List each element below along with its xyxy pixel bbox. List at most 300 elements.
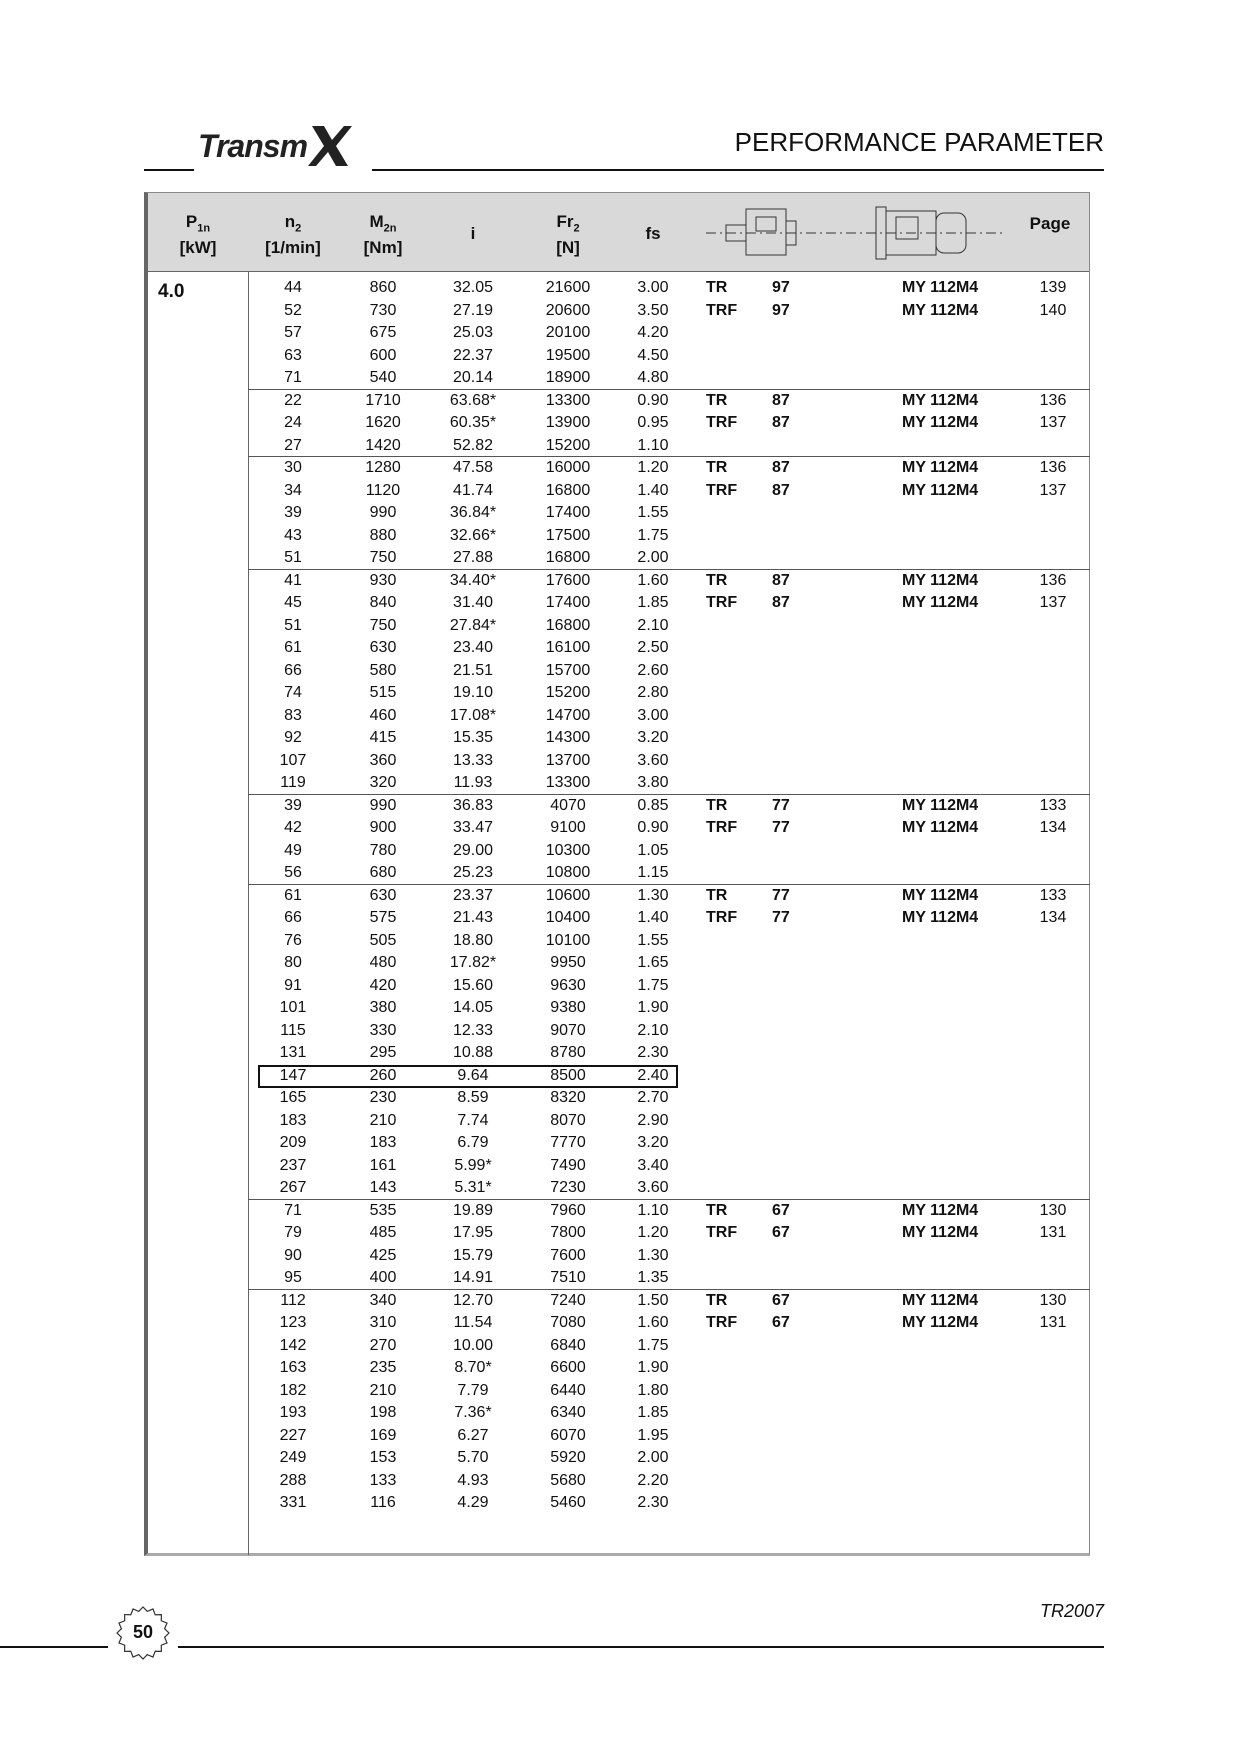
page-reference: 137 <box>1039 594 1067 611</box>
m2n-value: 415 <box>369 729 397 746</box>
motor-model: MY 112M4 <box>902 301 979 319</box>
fr2-value: 9630 <box>550 976 586 994</box>
fs-value: 1.40 <box>637 481 669 499</box>
fs-value: 2.30 <box>637 1494 669 1511</box>
fr2-value: 10100 <box>545 931 591 949</box>
ratio-value: 36.83 <box>452 796 494 814</box>
fs-value: 1.05 <box>637 841 669 859</box>
table-row <box>148 457 1090 480</box>
fr2-value: 20100 <box>545 324 591 341</box>
table-row <box>148 1110 1090 1133</box>
ratio-value: 6.79 <box>457 1134 489 1151</box>
n2-value: 267 <box>279 1179 307 1196</box>
m2n-value: 900 <box>369 819 397 836</box>
fs-value: 3.00 <box>637 706 669 724</box>
n2-value: 237 <box>279 1156 307 1174</box>
m2n-value: 515 <box>369 684 397 701</box>
m2n-value: 460 <box>369 706 397 724</box>
page-reference: 131 <box>1039 1224 1067 1241</box>
table-row <box>148 1155 1090 1178</box>
m2n-value: 730 <box>369 301 397 319</box>
motor-model: MY 112M4 <box>902 594 979 611</box>
m2n-value: 210 <box>369 1381 397 1399</box>
fs-value: 1.80 <box>637 1381 669 1399</box>
m2n-value: 1280 <box>365 459 401 476</box>
fs-value: 1.60 <box>637 571 669 589</box>
motor-model: MY 112M4 <box>902 1201 979 1219</box>
fs-value: 2.00 <box>637 549 669 566</box>
col-header-n2: $n_2$ [1/min] <box>265 212 321 257</box>
motor-model: MY 112M4 <box>902 1291 979 1309</box>
fs-value: 1.35 <box>637 1269 669 1286</box>
page-number: 50 <box>132 1622 154 1642</box>
m2n-value: 1620 <box>365 414 401 431</box>
table-row <box>148 1087 1090 1110</box>
fs-value: 3.00 <box>637 279 669 296</box>
n2-value: 147 <box>279 1066 307 1084</box>
fr2-value: 15200 <box>545 684 591 701</box>
gearbox-size: 67 <box>772 1201 790 1219</box>
m2n-value: 360 <box>369 751 397 769</box>
n2-value: 331 <box>279 1494 307 1511</box>
fr2-value: 18900 <box>545 369 591 386</box>
m2n-value: 485 <box>369 1224 397 1241</box>
fs-value: 0.90 <box>637 391 669 409</box>
gearbox-type: TR <box>706 279 728 296</box>
ratio-value: 23.37 <box>452 886 494 904</box>
fr2-value: 16100 <box>545 639 591 656</box>
m2n-value: 750 <box>369 549 397 566</box>
gearbox-size: 87 <box>772 594 790 611</box>
fs-value: 2.80 <box>637 684 669 701</box>
table-row <box>148 322 1090 345</box>
n2-value: 193 <box>279 1404 307 1421</box>
fs-value: 2.00 <box>637 1449 669 1466</box>
fs-value: 3.80 <box>637 774 669 791</box>
fr2-value: 8070 <box>550 1111 586 1129</box>
table-row <box>148 997 1090 1020</box>
ratio-value: 27.84* <box>449 616 497 634</box>
fr2-value: 20600 <box>545 301 591 319</box>
table-row <box>148 952 1090 975</box>
ratio-value: 7.36* <box>454 1404 492 1421</box>
m2n-value: 143 <box>369 1179 397 1196</box>
fr2-value: 16800 <box>545 481 591 499</box>
m2n-value: 380 <box>369 999 397 1016</box>
fs-value: 4.20 <box>637 324 669 341</box>
n2-value: 63 <box>284 346 302 364</box>
page-reference: 130 <box>1039 1201 1067 1219</box>
fr2-value: 16800 <box>545 549 591 566</box>
ratio-value: 11.93 <box>453 774 493 791</box>
fr2-value: 17600 <box>545 571 591 589</box>
table-row <box>148 570 1090 593</box>
fs-value: 3.50 <box>637 301 669 319</box>
fr2-value: 5680 <box>550 1471 586 1489</box>
fs-value: 1.30 <box>637 886 669 904</box>
m2n-value: 169 <box>369 1426 397 1444</box>
col-header-page: Page <box>1029 214 1071 233</box>
n2-value: 57 <box>284 324 302 341</box>
n2-value: 74 <box>284 684 302 701</box>
gearbox-type: TRF <box>706 909 738 926</box>
m2n-value: 860 <box>369 279 397 296</box>
fs-value: 1.15 <box>637 864 669 881</box>
fs-value: 1.85 <box>637 1404 669 1421</box>
fr2-value: 17500 <box>545 526 591 544</box>
n2-value: 288 <box>279 1471 307 1489</box>
ratio-value: 8.70* <box>454 1359 492 1376</box>
m2n-value: 161 <box>369 1156 397 1174</box>
fr2-value: 7230 <box>550 1179 586 1196</box>
gearbox-type: TRF <box>706 1314 738 1331</box>
n2-value: 61 <box>284 886 302 904</box>
m2n-value: 183 <box>369 1134 397 1151</box>
ratio-value: 15.79 <box>452 1246 494 1264</box>
table-row <box>148 862 1090 885</box>
fr2-value: 17400 <box>545 594 591 611</box>
motor-model: MY 112M4 <box>902 481 979 499</box>
gearbox-type: TRF <box>706 594 738 611</box>
n2-value: 142 <box>279 1336 307 1354</box>
ratio-value: 10.00 <box>452 1336 494 1354</box>
ratio-value: 4.93 <box>457 1471 489 1489</box>
gearbox-type: TRF <box>706 301 738 319</box>
fr2-value: 13900 <box>545 414 591 431</box>
ratio-value: 33.47 <box>452 819 494 836</box>
ratio-value: 11.54 <box>453 1314 493 1331</box>
table-row <box>148 1312 1090 1335</box>
fs-value: 1.85 <box>637 594 669 611</box>
fr2-value: 7600 <box>550 1246 586 1264</box>
m2n-value: 1710 <box>365 391 401 409</box>
n2-value: 90 <box>284 1246 302 1264</box>
m2n-value: 990 <box>369 796 397 814</box>
table-row <box>148 1470 1090 1493</box>
n2-value: 123 <box>279 1314 307 1331</box>
ratio-value: 29.00 <box>452 841 494 859</box>
table-row <box>148 1132 1090 1155</box>
footer-rule-right <box>178 1646 1104 1648</box>
gearbox-size: 77 <box>772 796 790 814</box>
n2-value: 22 <box>284 391 302 409</box>
gearbox-size: 77 <box>772 909 790 926</box>
ratio-value: 19.10 <box>452 684 494 701</box>
fr2-value: 6600 <box>550 1359 586 1376</box>
brand-logo <box>198 128 307 165</box>
m2n-value: 630 <box>369 886 397 904</box>
fs-value: 1.75 <box>637 1336 669 1354</box>
fs-value: 0.85 <box>637 796 669 814</box>
m2n-value: 505 <box>369 931 397 949</box>
fr2-value: 9070 <box>550 1021 586 1039</box>
m2n-value: 880 <box>369 526 397 544</box>
fs-value: 3.60 <box>637 751 669 769</box>
fs-value: 1.20 <box>637 1224 669 1241</box>
table-row <box>148 885 1090 908</box>
footer-rule-left <box>0 1646 108 1648</box>
ratio-value: 41.74 <box>452 481 494 499</box>
n2-value: 34 <box>284 481 302 499</box>
table-row <box>148 930 1090 953</box>
table-row <box>148 1245 1090 1268</box>
m2n-value: 600 <box>369 346 397 364</box>
m2n-value: 340 <box>369 1291 397 1309</box>
fs-value: 1.95 <box>637 1426 669 1444</box>
fs-value: 0.90 <box>637 819 669 836</box>
gearbox-size: 67 <box>772 1224 790 1241</box>
table-row <box>148 1222 1090 1245</box>
m2n-value: 320 <box>369 774 397 791</box>
ratio-value: 8.59 <box>457 1089 489 1106</box>
fr2-value: 9950 <box>550 954 586 971</box>
n2-value: 49 <box>284 841 302 859</box>
fr2-value: 8500 <box>550 1066 586 1084</box>
ratio-value: 15.35 <box>452 729 494 746</box>
gearbox-size: 67 <box>772 1314 790 1331</box>
n2-value: 249 <box>279 1449 307 1466</box>
motor-model: MY 112M4 <box>902 414 979 431</box>
gearbox-type: TR <box>706 1291 728 1309</box>
m2n-value: 575 <box>369 909 397 926</box>
fs-value: 2.60 <box>637 661 669 679</box>
fr2-value: 5920 <box>550 1449 586 1466</box>
page-title: PERFORMANCE PARAMETER <box>734 127 1104 157</box>
page-reference: 136 <box>1039 459 1067 476</box>
motor-model: MY 112M4 <box>902 909 979 926</box>
m2n-value: 230 <box>369 1089 397 1106</box>
m2n-value: 260 <box>369 1066 397 1084</box>
fr2-value: 19500 <box>545 346 591 364</box>
table-row <box>148 1042 1090 1065</box>
fr2-value: 17400 <box>545 504 591 521</box>
table-row <box>148 705 1090 728</box>
gearbox-size: 77 <box>772 886 790 904</box>
fs-value: 3.40 <box>637 1156 669 1174</box>
page-reference: 131 <box>1039 1314 1067 1331</box>
ratio-value: 23.40 <box>452 639 494 656</box>
fs-value: 2.50 <box>637 639 669 656</box>
fs-value: 4.50 <box>637 346 669 364</box>
fs-value: 1.40 <box>637 909 669 926</box>
m2n-value: 680 <box>369 864 397 881</box>
table-row <box>148 727 1090 750</box>
col-header-power: $P_{1n}$ [kW] <box>179 212 217 257</box>
ratio-value: 25.03 <box>452 324 494 341</box>
m2n-value: 310 <box>369 1314 397 1331</box>
table-row <box>148 412 1090 435</box>
fr2-value: 7960 <box>550 1201 586 1219</box>
table-row <box>148 660 1090 683</box>
n2-value: 39 <box>284 504 302 521</box>
table-row <box>148 435 1090 458</box>
motor-model: MY 112M4 <box>902 391 979 409</box>
fs-value: 1.10 <box>637 436 669 454</box>
page-reference: 136 <box>1039 571 1067 589</box>
fs-value: 1.20 <box>637 459 669 476</box>
n2-value: 44 <box>284 279 302 296</box>
ratio-value: 10.88 <box>452 1044 494 1061</box>
page-reference: 137 <box>1039 414 1067 431</box>
table-row <box>148 682 1090 705</box>
fr2-value: 6440 <box>550 1381 586 1399</box>
ratio-value: 25.23 <box>452 864 494 881</box>
ratio-value: 32.66* <box>449 526 497 544</box>
n2-value: 39 <box>284 796 302 814</box>
table-row <box>148 277 1090 300</box>
n2-value: 71 <box>284 369 302 386</box>
n2-value: 209 <box>279 1134 307 1151</box>
table-row <box>148 1200 1090 1223</box>
table-row <box>148 975 1090 998</box>
gearbox-size: 87 <box>772 571 790 589</box>
fr2-value: 5460 <box>550 1494 586 1511</box>
fr2-value: 7770 <box>550 1134 586 1151</box>
gearbox-type: TR <box>706 571 728 589</box>
motor-model: MY 112M4 <box>902 279 979 296</box>
ratio-value: 17.95 <box>452 1224 494 1241</box>
fr2-value: 10300 <box>545 841 591 859</box>
n2-value: 91 <box>284 976 302 994</box>
table-row <box>148 615 1090 638</box>
gearbox-size: 77 <box>772 819 790 836</box>
ratio-value: 6.27 <box>457 1426 489 1444</box>
n2-value: 51 <box>284 616 302 634</box>
n2-value: 42 <box>284 819 302 836</box>
n2-value: 71 <box>284 1201 302 1219</box>
n2-value: 183 <box>279 1111 307 1129</box>
table-row <box>148 592 1090 615</box>
m2n-value: 750 <box>369 616 397 634</box>
table-row <box>148 547 1090 570</box>
m2n-value: 580 <box>369 661 397 679</box>
fs-value: 1.75 <box>637 526 669 544</box>
m2n-value: 480 <box>369 954 397 971</box>
gearbox-size: 87 <box>772 459 790 476</box>
gearbox-size: 67 <box>772 1291 790 1309</box>
n2-value: 92 <box>284 729 302 746</box>
ratio-value: 5.70 <box>457 1449 489 1466</box>
n2-value: 165 <box>279 1089 307 1106</box>
m2n-value: 210 <box>369 1111 397 1129</box>
fr2-value: 7080 <box>550 1314 586 1331</box>
page-reference: 133 <box>1039 886 1067 904</box>
fr2-value: 10800 <box>545 864 591 881</box>
gearbox-type: TRF <box>706 481 738 499</box>
col-header-fr2: $Fr_2$ [N] <box>556 212 580 257</box>
table-row <box>148 1357 1090 1380</box>
table-row <box>148 637 1090 660</box>
fs-value: 2.30 <box>637 1044 669 1061</box>
fs-value: 1.90 <box>637 999 669 1016</box>
ratio-value: 7.74 <box>457 1111 489 1129</box>
header-rule-right <box>372 169 1104 171</box>
fr2-value: 16800 <box>545 616 591 634</box>
performance-table <box>144 192 1090 1556</box>
fs-value: 1.50 <box>637 1291 669 1309</box>
m2n-value: 630 <box>369 639 397 656</box>
n2-value: 41 <box>284 571 302 589</box>
ratio-value: 15.60 <box>452 976 494 994</box>
gearbox-type: TR <box>706 459 728 476</box>
m2n-value: 780 <box>369 841 397 859</box>
fr2-value: 4070 <box>550 796 586 814</box>
ratio-value: 18.80 <box>452 931 494 949</box>
header-rule-left <box>144 169 194 171</box>
n2-value: 107 <box>279 751 307 769</box>
ratio-value: 47.58 <box>452 459 494 476</box>
fr2-value: 7240 <box>550 1291 586 1309</box>
page-reference: 134 <box>1039 819 1067 836</box>
fr2-value: 16000 <box>545 459 591 476</box>
document-code: TR2007 <box>1039 1601 1104 1621</box>
gearbox-size: 97 <box>772 301 790 319</box>
table-row <box>148 1290 1090 1313</box>
highlighted-row-box <box>258 1065 678 1088</box>
fs-value: 2.20 <box>637 1471 669 1489</box>
ratio-value: 21.51 <box>452 661 494 679</box>
fr2-value: 15700 <box>545 661 591 679</box>
fs-value: 1.60 <box>637 1314 669 1331</box>
table-row <box>148 345 1090 368</box>
ratio-value: 17.08* <box>449 706 497 724</box>
ratio-value: 27.88 <box>452 549 494 566</box>
page-reference: 139 <box>1039 279 1067 296</box>
ratio-value: 13.33 <box>452 751 494 769</box>
gearbox-diagram-icon <box>706 203 1006 263</box>
table-row <box>148 1492 1090 1515</box>
fr2-value: 6840 <box>550 1336 586 1354</box>
m2n-value: 1420 <box>365 436 401 454</box>
fs-value: 3.60 <box>637 1179 669 1196</box>
fs-value: 2.40 <box>637 1066 669 1084</box>
n2-value: 27 <box>284 436 302 454</box>
fr2-value: 10600 <box>545 886 591 904</box>
fr2-value: 6340 <box>550 1404 586 1421</box>
n2-value: 66 <box>284 909 302 926</box>
page-reference: 134 <box>1039 909 1067 926</box>
n2-value: 227 <box>279 1426 307 1444</box>
gearbox-type: TRF <box>706 414 738 431</box>
fs-value: 1.55 <box>637 931 669 949</box>
table-row <box>148 1267 1090 1290</box>
gearbox-size: 87 <box>772 391 790 409</box>
m2n-value: 1120 <box>365 481 401 499</box>
table-row <box>148 907 1090 930</box>
fr2-value: 10400 <box>545 909 591 926</box>
m2n-value: 133 <box>369 1471 397 1489</box>
gearbox-size: 87 <box>772 481 790 499</box>
fr2-value: 9380 <box>550 999 586 1016</box>
fs-value: 2.10 <box>637 1021 669 1039</box>
n2-value: 76 <box>284 931 302 949</box>
ratio-value: 4.29 <box>457 1494 489 1511</box>
page-reference: 136 <box>1039 391 1067 409</box>
page-reference: 130 <box>1039 1291 1067 1309</box>
gearbox-size: 87 <box>772 414 790 431</box>
ratio-value: 9.64 <box>457 1066 489 1084</box>
table-row <box>148 817 1090 840</box>
n2-value: 66 <box>284 661 302 679</box>
motor-model: MY 112M4 <box>902 1314 979 1331</box>
motor-model: MY 112M4 <box>902 1224 979 1241</box>
fr2-value: 6070 <box>550 1426 586 1444</box>
fr2-value: 14700 <box>545 706 591 724</box>
ratio-value: 63.68* <box>449 391 497 409</box>
fr2-value: 7510 <box>550 1269 586 1286</box>
n2-value: 163 <box>279 1359 307 1376</box>
table-row <box>148 525 1090 548</box>
